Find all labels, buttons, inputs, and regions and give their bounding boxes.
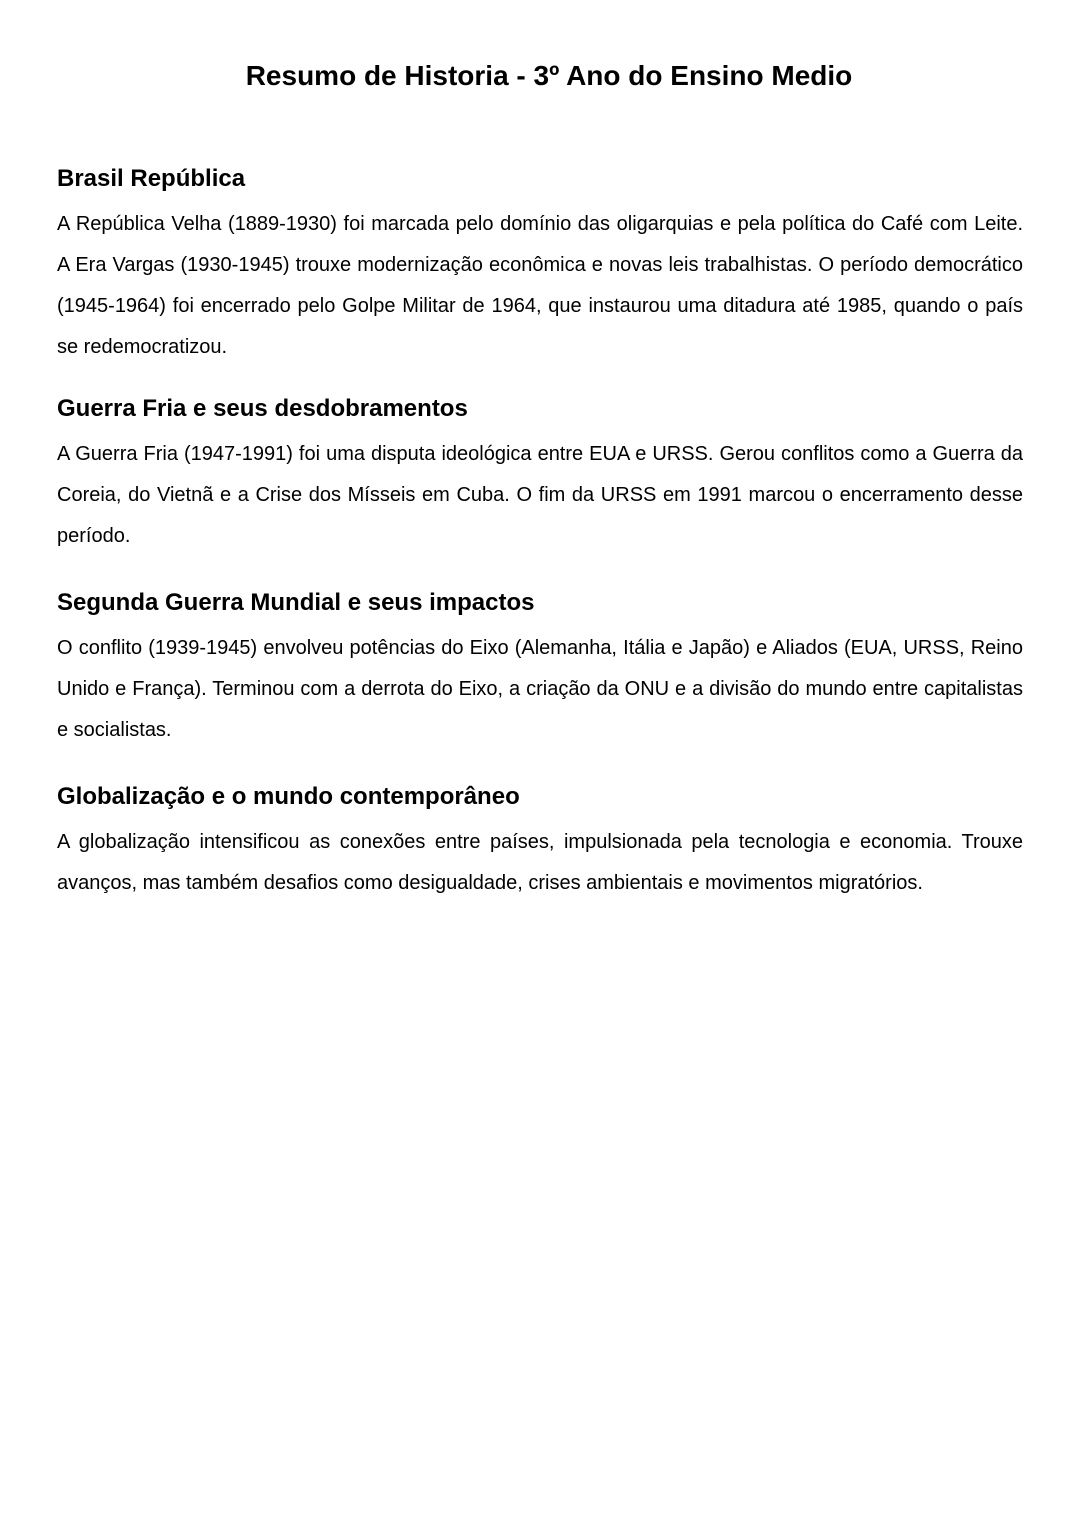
- section-guerra-fria: [57, 392, 1023, 557]
- section-body: A globalização intensificou as conexões entre países, impulsionada pela tecnologia e economia. Trouxe avanços, mas também desafios como desigualdade, crises ambientais e movimentos migratórios.: [57, 831, 1023, 894]
- document-title: Resumo de Historia - 3º Ano do Ensino Medio: [245, 60, 853, 91]
- section-heading: Segunda Guerra Mundial e seus impactos: [57, 589, 535, 616]
- section-brasil-republica: [57, 162, 1023, 368]
- section-globalizacao: [57, 780, 1023, 904]
- section-heading: Guerra Fria e seus desdobramentos: [57, 395, 468, 422]
- section-heading: Brasil República: [57, 165, 246, 192]
- section-body: A Guerra Fria (1947-1991) foi uma disputa ideológica entre EUA e URSS. Gerou conflitos como a Guerra da Coreia, do Vietnã e a Crise dos Mísseis em Cuba. O fim da URSS em 1991 marcou o encerramento desse período.: [57, 443, 1023, 547]
- section-segunda-guerra: [57, 586, 1023, 751]
- section-body: O conflito (1939-1945) envolveu potências do Eixo (Alemanha, Itália e Japão) e Aliados (EUA, URSS, Reino Unido e França). Terminou com a derrota do Eixo, a criação da ONU e a divisão do mundo entre capitalistas e socialistas.: [57, 637, 1023, 741]
- section-body: A República Velha (1889-1930) foi marcada pelo domínio das oligarquias e pela política do Café com Leite. A Era Vargas (1930-1945) trouxe modernização econômica e novas leis trabalhistas. O período democrático (1945-1964) foi encerrado pelo Golpe Militar de 1964, que instaurou uma ditadura até 1985, quando o país se redemocratizou.: [57, 213, 1023, 358]
- section-heading: Globalização e o mundo contemporâneo: [57, 783, 520, 810]
